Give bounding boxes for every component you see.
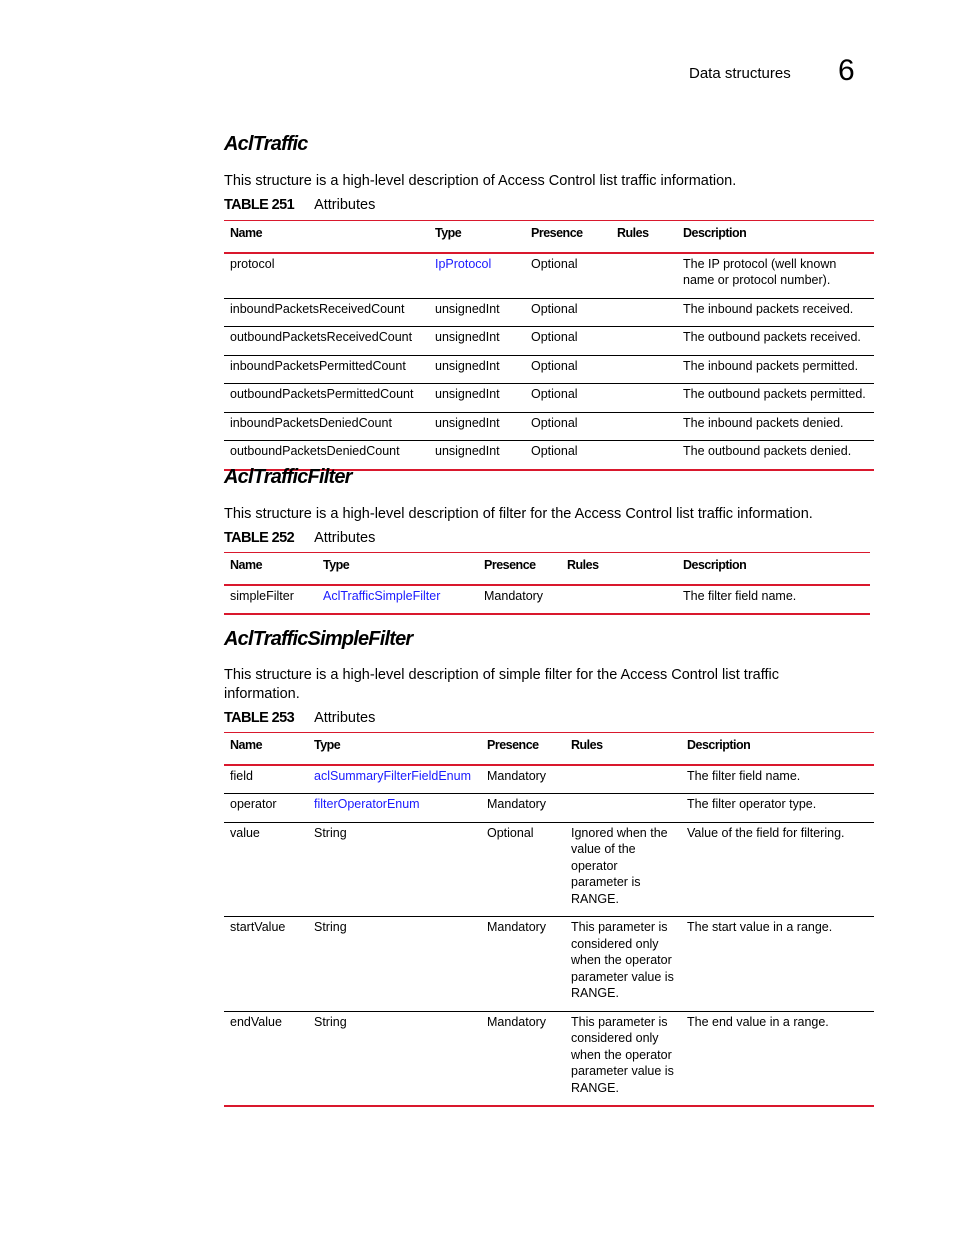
cell-presence: Optional bbox=[525, 412, 611, 441]
cell-name: outboundPacketsPermittedCount bbox=[224, 384, 429, 413]
table-row bbox=[224, 585, 870, 615]
column-header: Description bbox=[677, 221, 874, 253]
cell-description: The inbound packets denied. bbox=[677, 412, 874, 441]
attributes-table bbox=[224, 552, 870, 615]
column-header: Rules bbox=[611, 221, 677, 253]
cell-rules bbox=[611, 327, 677, 356]
cell-description: The filter operator type. bbox=[681, 794, 874, 823]
column-header: Rules bbox=[561, 553, 677, 585]
cell-rules bbox=[611, 355, 677, 384]
column-header: Description bbox=[681, 733, 874, 765]
table-row bbox=[224, 327, 874, 356]
running-header-title: Data structures bbox=[689, 65, 791, 82]
cell-type: unsignedInt bbox=[429, 327, 525, 356]
cell-type: String bbox=[308, 822, 481, 917]
cell-rules: Ignored when the value of the operator parameter is RANGE. bbox=[565, 822, 681, 917]
cell-name: operator bbox=[224, 794, 308, 823]
cell-description: The end value in a range. bbox=[681, 1011, 874, 1106]
cell-description: The filter field name. bbox=[677, 585, 870, 615]
table-row bbox=[224, 765, 874, 794]
cell-type: unsignedInt bbox=[429, 384, 525, 413]
table-caption bbox=[224, 197, 375, 213]
cell-type: unsignedInt bbox=[429, 355, 525, 384]
column-header: Presence bbox=[481, 733, 565, 765]
cell-name: inboundPacketsPermittedCount bbox=[224, 355, 429, 384]
cell-presence: Optional bbox=[525, 327, 611, 356]
cell-description: The outbound packets permitted. bbox=[677, 384, 874, 413]
table-label: Attributes bbox=[314, 530, 376, 546]
column-header: Type bbox=[429, 221, 525, 253]
table-row bbox=[224, 917, 874, 1012]
section-title: AclTraffic bbox=[224, 133, 308, 155]
cell-type-link[interactable]: AclTrafficSimpleFilter bbox=[317, 585, 478, 615]
chapter-number: 6 bbox=[838, 54, 855, 87]
table-number: TABLE 251 bbox=[224, 197, 295, 213]
cell-name: simpleFilter bbox=[224, 585, 317, 615]
cell-type: unsignedInt bbox=[429, 441, 525, 470]
column-header: Type bbox=[308, 733, 481, 765]
cell-name: field bbox=[224, 765, 308, 794]
table-label: Attributes bbox=[314, 710, 376, 726]
column-header: Name bbox=[224, 221, 429, 253]
section-intro: This structure is a high-level description of filter for the Access Control list traffic information. bbox=[224, 506, 813, 522]
table-row bbox=[224, 384, 874, 413]
cell-name: outboundPacketsDeniedCount bbox=[224, 441, 429, 470]
section-title: AclTrafficFilter bbox=[224, 466, 352, 488]
cell-type: String bbox=[308, 1011, 481, 1106]
section-intro: This structure is a high-level description of Access Control list traffic information. bbox=[224, 173, 737, 189]
cell-presence: Mandatory bbox=[481, 765, 565, 794]
attributes-table bbox=[224, 220, 874, 471]
cell-name: value bbox=[224, 822, 308, 917]
cell-name: inboundPacketsReceivedCount bbox=[224, 298, 429, 327]
cell-type-link[interactable]: aclSummaryFilterFieldEnum bbox=[308, 765, 481, 794]
cell-name: endValue bbox=[224, 1011, 308, 1106]
table-caption bbox=[224, 710, 375, 726]
cell-description: The inbound packets permitted. bbox=[677, 355, 874, 384]
cell-rules bbox=[561, 585, 677, 615]
cell-presence: Optional bbox=[525, 253, 611, 299]
cell-rules bbox=[565, 794, 681, 823]
cell-rules: This parameter is considered only when the operator parameter value is RANGE. bbox=[565, 1011, 681, 1106]
column-header: Rules bbox=[565, 733, 681, 765]
cell-presence: Optional bbox=[481, 822, 565, 917]
cell-description: Value of the field for filtering. bbox=[681, 822, 874, 917]
attributes-table bbox=[224, 732, 874, 1107]
cell-description: The start value in a range. bbox=[681, 917, 874, 1012]
table-row bbox=[224, 412, 874, 441]
cell-rules bbox=[611, 384, 677, 413]
cell-type-link[interactable]: IpProtocol bbox=[429, 253, 525, 299]
cell-type-link[interactable]: filterOperatorEnum bbox=[308, 794, 481, 823]
cell-presence: Mandatory bbox=[481, 917, 565, 1012]
section-title: AclTrafficSimpleFilter bbox=[224, 628, 413, 650]
cell-type: unsignedInt bbox=[429, 412, 525, 441]
cell-presence: Optional bbox=[525, 441, 611, 470]
table-caption bbox=[224, 530, 375, 546]
cell-description: The inbound packets received. bbox=[677, 298, 874, 327]
table-label: Attributes bbox=[314, 197, 376, 213]
cell-description: The IP protocol (well known name or protocol number). bbox=[677, 253, 874, 299]
table-row bbox=[224, 794, 874, 823]
table-number: TABLE 252 bbox=[224, 530, 295, 546]
table-row bbox=[224, 253, 874, 299]
table-number: TABLE 253 bbox=[224, 710, 295, 726]
cell-presence: Mandatory bbox=[481, 1011, 565, 1106]
cell-type: unsignedInt bbox=[429, 298, 525, 327]
cell-rules bbox=[611, 412, 677, 441]
cell-description: The outbound packets denied. bbox=[677, 441, 874, 470]
table-row bbox=[224, 822, 874, 917]
table-row bbox=[224, 1011, 874, 1106]
cell-presence: Mandatory bbox=[478, 585, 561, 615]
cell-description: The filter field name. bbox=[681, 765, 874, 794]
cell-rules bbox=[611, 298, 677, 327]
cell-name: inboundPacketsDeniedCount bbox=[224, 412, 429, 441]
column-header: Name bbox=[224, 553, 317, 585]
cell-rules: This parameter is considered only when the operator parameter value is RANGE. bbox=[565, 917, 681, 1012]
column-header: Description bbox=[677, 553, 870, 585]
cell-type: String bbox=[308, 917, 481, 1012]
column-header: Presence bbox=[525, 221, 611, 253]
cell-name: outboundPacketsReceivedCount bbox=[224, 327, 429, 356]
cell-rules bbox=[565, 765, 681, 794]
table-header-row bbox=[224, 733, 874, 765]
column-header: Type bbox=[317, 553, 478, 585]
table-header-row bbox=[224, 553, 870, 585]
cell-name: startValue bbox=[224, 917, 308, 1012]
cell-rules bbox=[611, 253, 677, 299]
cell-rules bbox=[611, 441, 677, 470]
cell-presence: Optional bbox=[525, 355, 611, 384]
column-header: Name bbox=[224, 733, 308, 765]
cell-description: The outbound packets received. bbox=[677, 327, 874, 356]
table-header-row bbox=[224, 221, 874, 253]
cell-name: protocol bbox=[224, 253, 429, 299]
cell-presence: Mandatory bbox=[481, 794, 565, 823]
table-row bbox=[224, 355, 874, 384]
section-intro: This structure is a high-level description of simple filter for the Access Control list traffic information. bbox=[224, 667, 779, 702]
table-row bbox=[224, 298, 874, 327]
cell-presence: Optional bbox=[525, 298, 611, 327]
cell-presence: Optional bbox=[525, 384, 611, 413]
column-header: Presence bbox=[478, 553, 561, 585]
